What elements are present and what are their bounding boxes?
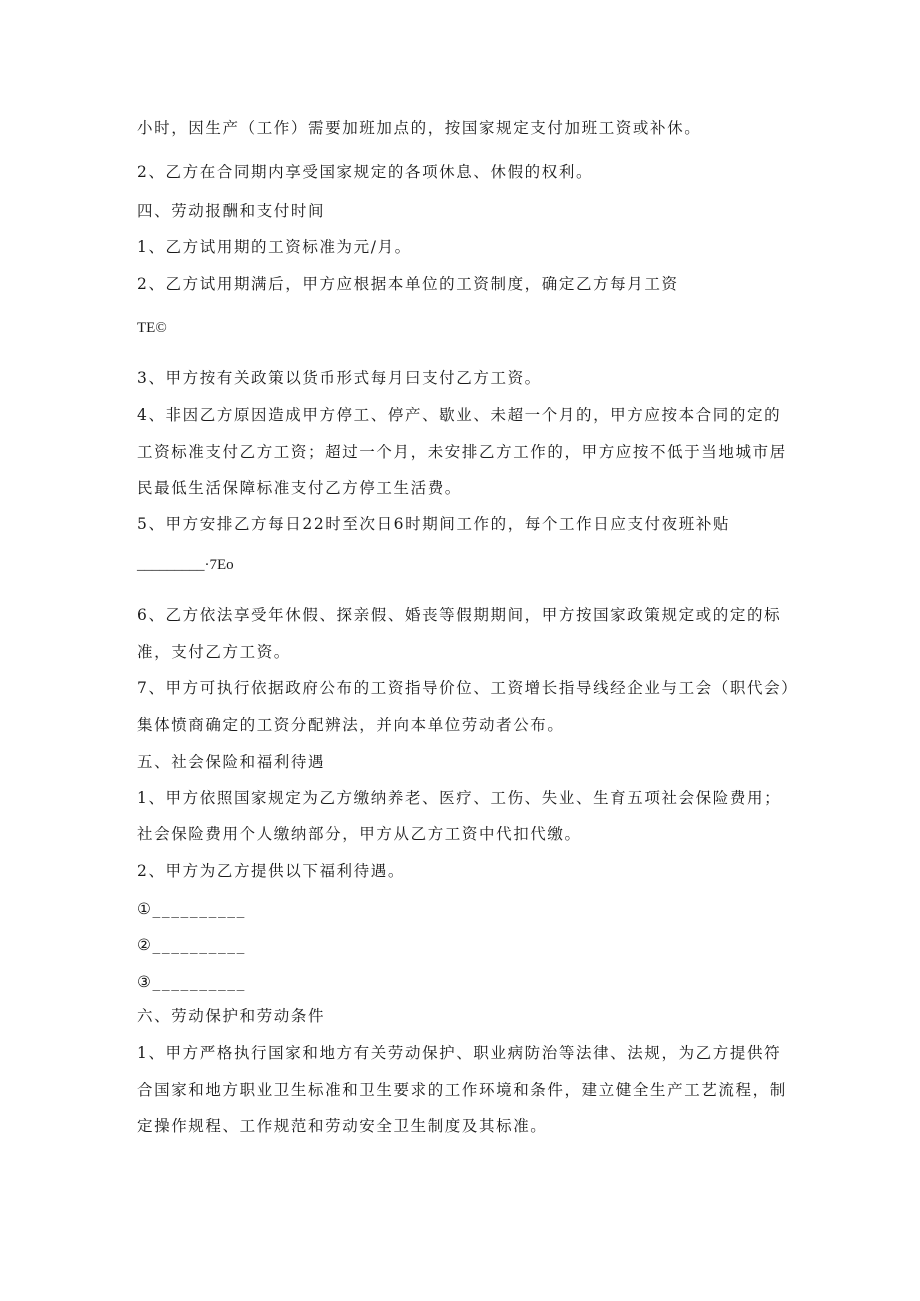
ocr-fragment: TE© xyxy=(137,320,167,336)
text-line: 定操作规程、工作规范和劳动安全卫生制度及其标准。 xyxy=(137,1117,548,1135)
text-line: 2、甲方为乙方提供以下福利待遇。 xyxy=(137,862,405,880)
text-line: 集体愤商确定的工资分配辨法，并向本单位劳动者公布。 xyxy=(137,716,565,734)
section-heading: 五、社会保险和福利待遇 xyxy=(137,753,326,771)
text-line: 5、甲方安排乙方每日22时至次日6时期间工作的，每个工作日应支付夜班补贴 xyxy=(137,515,731,533)
blank-item: ①__________ xyxy=(137,900,246,918)
text-line: 合国家和地方职业卫生标准和卫生要求的工作环境和条件，建立健全生产工艺流程，制 xyxy=(137,1081,787,1099)
text-line: 工资标准支付乙方工资；超过一个月，未安排乙方工作的，甲方应按不低于当地城市居 xyxy=(137,443,787,461)
text-line: 1、甲方依照国家规定为乙方缴纳养老、医疗、工伤、失业、生育五项社会保险费用； xyxy=(137,789,782,807)
text-line: 准，支付乙方工资。 xyxy=(137,643,291,661)
text-line: 1、乙方试用期的工资标准为元/月。 xyxy=(137,238,412,256)
text-line: 6、乙方依法享受年休假、探亲假、婚丧等假期期间，甲方按国家政策规定或的定的标 xyxy=(137,606,782,624)
text-line: 民最低生活保障标准支付乙方停工生活费。 xyxy=(137,479,462,497)
section-heading: 六、劳动保护和劳动条件 xyxy=(137,1007,326,1025)
text-line: 4、非因乙方原因造成甲方停工、停产、歇业、未超一个月的，甲方应按本合同的定的 xyxy=(137,406,782,424)
text-line: 小时，因生产（工作）需要加班加点的，按国家规定支付加班工资或补休。 xyxy=(137,119,702,137)
blank-item: ②__________ xyxy=(137,936,246,954)
section-heading: 四、劳动报酬和支付时间 xyxy=(137,202,326,220)
text-line: 2、乙方试用期满后，甲方应根据本单位的工资制度，确定乙方每月工资 xyxy=(137,275,679,293)
text-line: 1、甲方严格执行国家和地方有关劳动保护、职业病防治等法律、法规，为乙方提供符 xyxy=(137,1044,782,1062)
text-line: 7、甲方可执行依据政府公布的工资指导价位、工资增长指导线经企业与工会（职代会） xyxy=(137,679,799,697)
text-line: 3、甲方按有关政策以货币形式每月曰支付乙方工资。 xyxy=(137,369,542,387)
blank-item: ③__________ xyxy=(137,973,246,991)
blank-line: _________·7Eo xyxy=(137,557,234,573)
text-line: 2、乙方在合同期内享受国家规定的各项休息、休假的权利。 xyxy=(137,163,594,181)
text-line: 社会保险费用个人缴纳部分，甲方从乙方工资中代扣代缴。 xyxy=(137,825,582,843)
